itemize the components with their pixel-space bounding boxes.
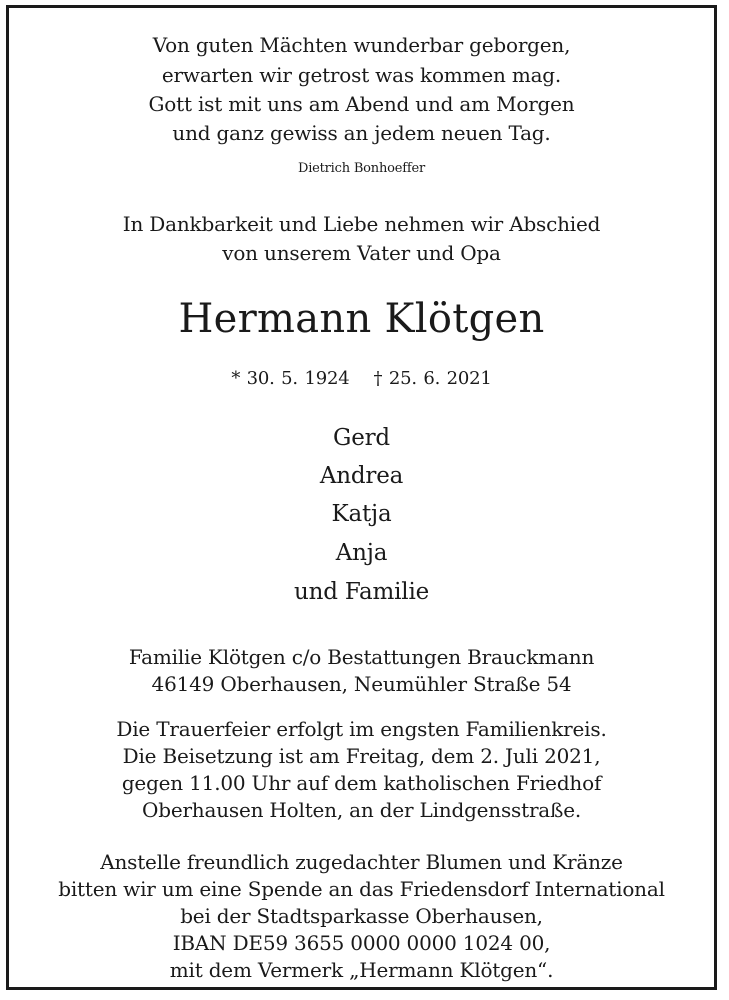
obituary-notice bbox=[6, 5, 717, 990]
donation-line: Anstelle freundlich zugedachter Blumen und Kränze bbox=[100, 850, 623, 874]
donation-line: IBAN DE59 3655 0000 0000 1024 00, bbox=[172, 931, 551, 955]
mourner-name: Andrea bbox=[319, 463, 404, 489]
ceremony-line: Die Beisetzung ist am Freitag, dem 2. Juli 2021, bbox=[122, 744, 601, 768]
poem-line: Gott ist mit uns am Abend und am Morgen bbox=[148, 92, 575, 116]
life-dates bbox=[9, 368, 714, 389]
contact-line: 46149 Oberhausen, Neumühler Straße 54 bbox=[151, 672, 572, 696]
poem-line: erwarten wir getrost was kommen mag. bbox=[161, 63, 562, 87]
poem-line: und ganz gewiss an jedem neuen Tag. bbox=[172, 121, 551, 145]
deceased-name: Hermann Klötgen bbox=[178, 296, 545, 342]
mourner-name: Katja bbox=[331, 501, 392, 527]
birth-date: * 30. 5. 1924 bbox=[231, 368, 350, 389]
poem-author: Dietrich Bonhoeffer bbox=[297, 161, 426, 176]
ceremony-line: Oberhausen Holten, an der Lindgensstraße. bbox=[142, 798, 581, 822]
ceremony-line: gegen 11.00 Uhr auf dem katholischen Friedhof bbox=[121, 771, 602, 795]
mourner-name: Anja bbox=[335, 540, 388, 566]
donation-line: mit dem Vermerk „Hermann Klötgen“. bbox=[169, 958, 554, 982]
death-date: † 25. 6. 2021 bbox=[373, 368, 492, 389]
ceremony-line: Die Trauerfeier erfolgt im engsten Familienkreis. bbox=[116, 717, 607, 741]
poem-line: Von guten Mächten wunderbar geborgen, bbox=[152, 33, 571, 57]
intro-line: von unserem Vater und Opa bbox=[222, 241, 501, 265]
contact-line: Familie Klötgen c/o Bestattungen Brauckmann bbox=[128, 645, 595, 669]
mourner-name: Gerd bbox=[333, 425, 390, 451]
donation-line: bitten wir um eine Spende an das Friedensdorf International bbox=[58, 877, 665, 901]
donation-line: bei der Stadtsparkasse Oberhausen, bbox=[180, 904, 543, 928]
intro-line: In Dankbarkeit und Liebe nehmen wir Abschied bbox=[122, 212, 601, 236]
mourner-name: und Familie bbox=[293, 579, 430, 605]
